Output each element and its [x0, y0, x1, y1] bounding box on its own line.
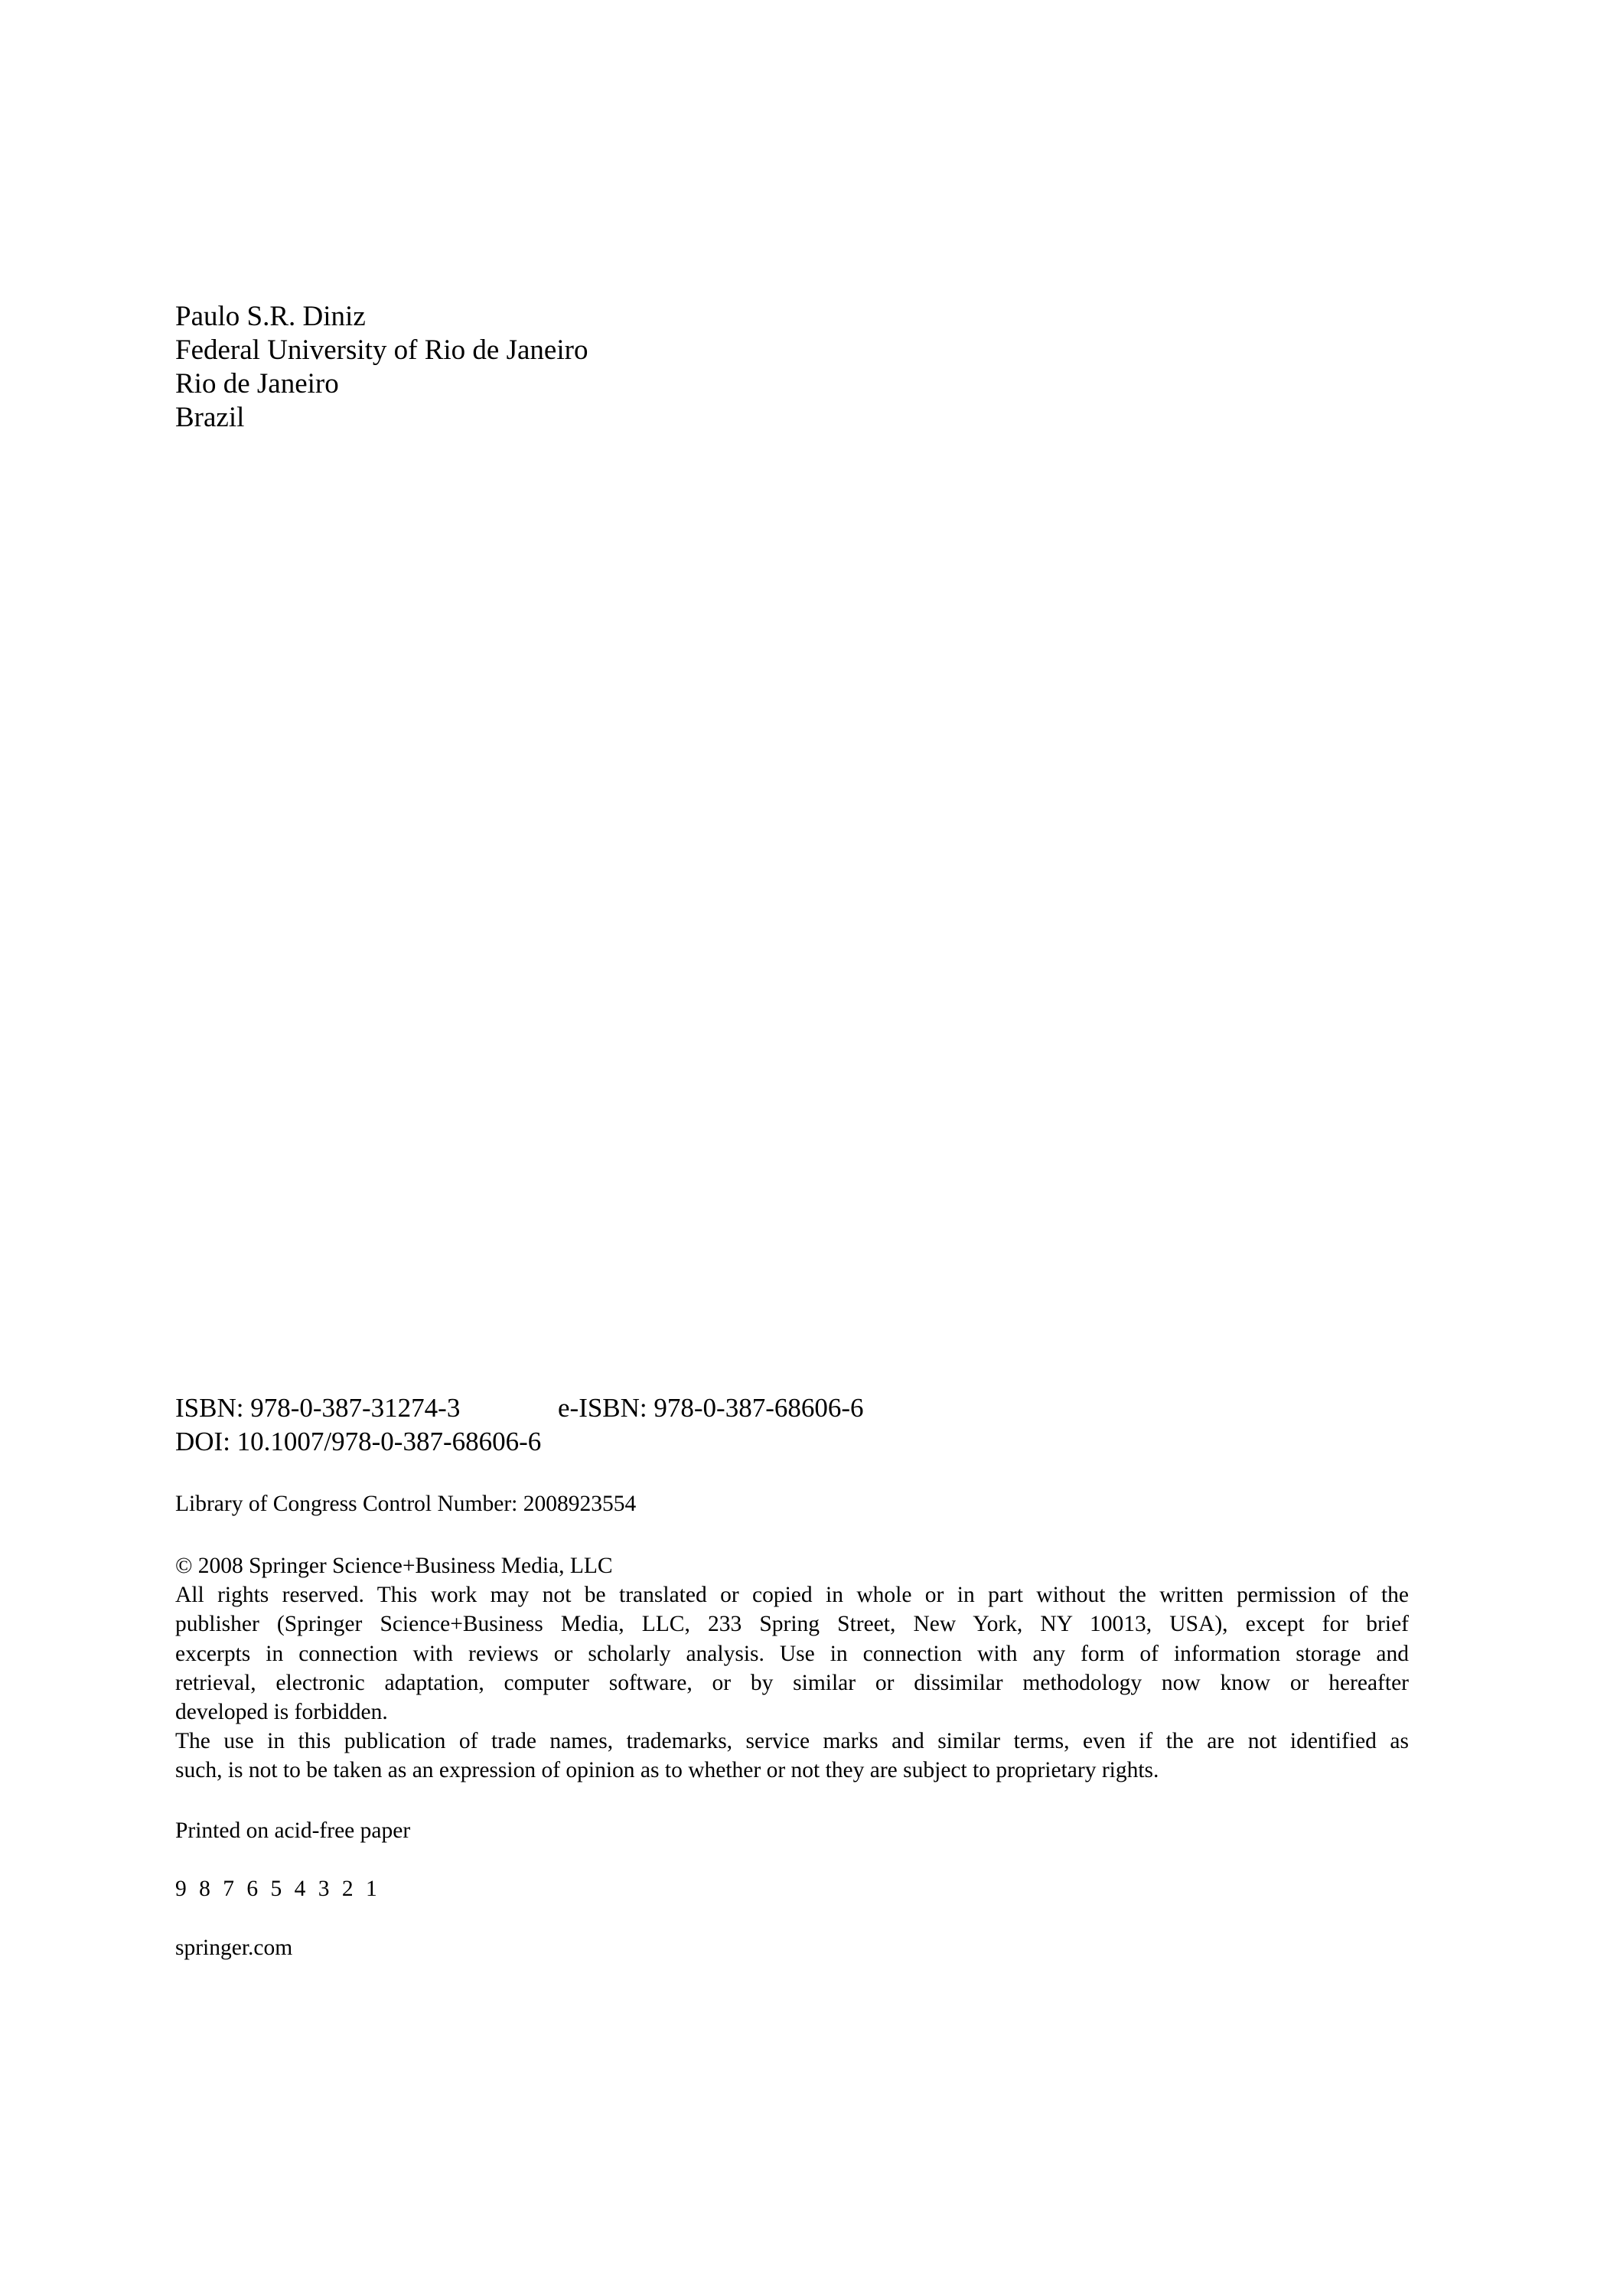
rights-line: developed is forbidden. [175, 1700, 388, 1725]
rights-line: excerpts in connection with reviews or scholarly analysis. Use in connection with any form of information storage and [175, 1641, 1409, 1666]
doi: DOI: 10.1007/978-0-387-68606-6 [175, 1427, 542, 1456]
author-affiliation: Federal University of Rio de Janeiro [175, 334, 588, 366]
trademark-line: such, is not to be taken as an expression of opinion as to whether or not they are subject to proprietary rights. [175, 1758, 1159, 1783]
copyright-line: © 2008 Springer Science+Business Media, LLC [175, 1554, 613, 1578]
trademark-line: The use in this publication of trade names, trademarks, service marks and similar terms, even if the are not identified as [175, 1729, 1409, 1754]
identifiers-block [175, 1391, 864, 1459]
author-block [175, 300, 588, 435]
rights-line: publisher (Springer Science+Business Media, LLC, 233 Spring Street, New York, NY 10013, USA), except for brief [175, 1612, 1409, 1637]
printed-note: Printed on acid-free paper [175, 1818, 411, 1843]
loc-control-number: Library of Congress Control Number: 2008923554 [175, 1492, 637, 1516]
website: springer.com [175, 1936, 293, 1960]
author-name: Paulo S.R. Diniz [175, 301, 366, 332]
print-line: 9 8 7 6 5 4 3 2 1 [175, 1877, 377, 1901]
eisbn: e-ISBN: 978-0-387-68606-6 [558, 1393, 864, 1423]
copyright-block [175, 1551, 1409, 1786]
rights-line: retrieval, electronic adaptation, computer software, or by similar or dissimilar methodology now know or hereafter [175, 1670, 1409, 1695]
author-country: Brazil [175, 402, 245, 433]
rights-line: All rights reserved. This work may not be translated or copied in whole or in part without the written permission of the [175, 1583, 1409, 1608]
isbn: ISBN: 978-0-387-31274-3 [175, 1393, 461, 1423]
author-city: Rio de Janeiro [175, 368, 339, 400]
